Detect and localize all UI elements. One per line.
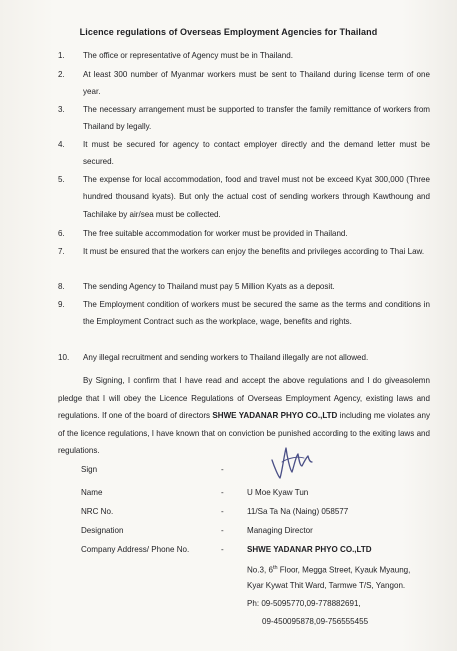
nrc-separator: - — [221, 507, 224, 516]
declaration-paragraph — [58, 372, 430, 460]
regulation-item — [58, 243, 430, 260]
regulation-item — [58, 278, 430, 295]
phone-line-1: Ph: 09-5095770,09-778882691, — [247, 599, 361, 608]
designation-label: Designation — [81, 526, 124, 535]
regulation-item — [58, 47, 430, 64]
item-text: The Employment condition of workers must be secured the same as the terms and conditions in the Employment Contract such as the workplace, wage, benefits and rights. — [83, 300, 430, 327]
item-number: 1. — [58, 51, 65, 60]
name-separator: - — [221, 488, 224, 497]
item-text: At least 300 number of Myanmar workers must be sent to Thailand during license term of one year. — [83, 70, 430, 97]
item-text: The free suitable accommodation for worker must be provided in Thailand. — [83, 229, 348, 238]
item-number: 9. — [58, 300, 65, 309]
item-text: The sending Agency to Thailand must pay 5 Million Kyats as a deposit. — [83, 282, 335, 291]
address-line-1-start: No.3, 6 — [247, 565, 273, 575]
item-number: 4. — [58, 140, 65, 149]
item-number: 6. — [58, 229, 65, 238]
address-line-1 — [247, 562, 410, 577]
document-title: Licence regulations of Overseas Employment Agencies for Thailand — [79, 27, 378, 37]
declaration-company-name: SHWE YADANAR PHYO CO.,LTD — [212, 411, 338, 421]
sign-label: Sign — [81, 465, 98, 474]
item-text: The office or representative of Agency must be in Thailand. — [83, 51, 293, 60]
designation-separator: - — [221, 526, 224, 535]
address-line-2: Kyar Kywat Thit Ward, Tarmwe T/S, Yangon. — [247, 581, 406, 590]
declaration-text-start: By Signing, I confirm that I have read and accept the above regulations and I do giveasolemn pledge that I will obey the Licence Regulations of Overseas Employment Agency, existing laws and regulations. If one of the board of directors — [58, 376, 430, 421]
handwritten-signature — [268, 442, 318, 482]
phone-line-2: 09-450095878,09-756555455 — [262, 617, 369, 626]
nrc-label: NRC No. — [81, 507, 114, 516]
regulation-item — [58, 101, 430, 136]
item-number: 10. — [58, 353, 70, 362]
regulation-item — [58, 296, 430, 331]
regulation-item — [58, 225, 430, 242]
item-number: 2. — [58, 70, 65, 79]
address-separator: - — [221, 545, 224, 554]
item-text: It must be secured for agency to contact employer directly and the demand letter must be secured. — [83, 140, 430, 167]
regulation-item — [58, 171, 430, 223]
regulation-item — [58, 136, 430, 171]
declaration-text-end: including me violates any of the licence regulations, I have known that on conviction be punished according to the exiting laws and regulations. — [58, 411, 430, 456]
regulation-item — [58, 349, 430, 366]
item-text: The necessary arrangement must be supported to transfer the family remittance of workers from Thailand by legally. — [83, 105, 430, 132]
designation-value: Managing Director — [247, 526, 313, 535]
item-text: It must be ensured that the workers can enjoy the benefits and privileges according to Thai Law. — [83, 247, 425, 256]
ordinal-suffix: th — [272, 565, 278, 571]
address-label: Company Address/ Phone No. — [81, 545, 190, 554]
address-line-1-end: Floor, Megga Street, Kyauk Myaung, — [277, 565, 411, 575]
item-number: 5. — [58, 175, 65, 184]
sign-separator: - — [221, 465, 224, 474]
item-number: 3. — [58, 105, 65, 114]
item-number: 7. — [58, 247, 65, 256]
name-value: U Moe Kyaw Tun — [247, 488, 309, 497]
regulation-item — [58, 66, 430, 101]
name-label: Name — [81, 488, 103, 497]
item-text: The expense for local accommodation, food and travel must not be exceed Kyat 300,000 (Three hundred thousand kyats). But only the actual cost of sending workers through Kawthoung and Tachilake by air/sea must be collected. — [83, 175, 430, 219]
nrc-value: 11/Sa Ta Na (Naing) 058577 — [247, 507, 349, 516]
company-name: SHWE YADANAR PHYO CO.,LTD — [247, 545, 372, 554]
item-text: Any illegal recruitment and sending workers to Thailand illegally are not allowed. — [83, 353, 369, 362]
item-number: 8. — [58, 282, 65, 291]
